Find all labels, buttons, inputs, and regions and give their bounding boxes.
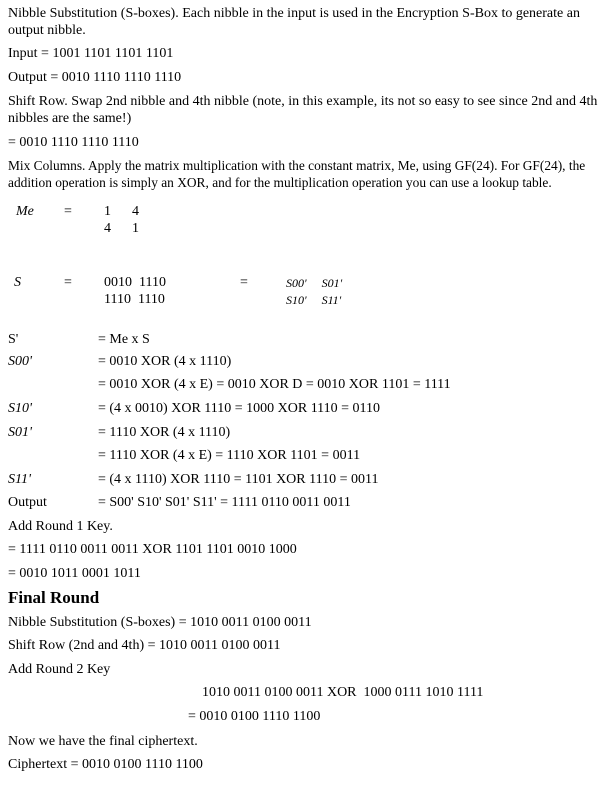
label-s00: S00': [8, 354, 32, 369]
value-s01-2: = 1110 XOR (4 x E) = 1110 XOR 1101 = 0011: [98, 448, 361, 463]
me-row-1: 1 4: [104, 204, 139, 219]
round2-xor: 1010 0011 0100 0011 XOR 1000 0111 1010 1111: [202, 685, 484, 700]
me-equals: =: [64, 204, 72, 219]
value-s10: = (4 x 0010) XOR 1110 = 1000 XOR 1110 = 0110: [98, 401, 381, 416]
value-s00-2: = 0010 XOR (4 x E) = 0010 XOR D = 0010 XOR 1101 = 1111: [98, 377, 451, 392]
shift-row-intro: Shift Row. Swap 2nd nibble and 4th nibble (note, in this example, its not so easy to see since 2nd and 4th nibbles are the same!): [8, 94, 598, 126]
round1-result: = 0010 1011 0001 1011: [8, 566, 141, 581]
final-note: Now we have the final ciphertext.: [8, 734, 198, 749]
value-s11: = (4 x 1110) XOR 1110 = 1101 XOR 1110 = 0011: [98, 472, 379, 487]
sprime-row-2: S10' S11': [286, 293, 342, 307]
final-sbox: Nibble Substitution (S-boxes) = 1010 0011 0100 0011: [8, 615, 312, 630]
label-sprime: S': [8, 332, 19, 347]
value-output: = S00' S10' S01' S11' = 1111 0110 0011 0011: [98, 495, 351, 510]
me-row-2: 4 1: [104, 221, 139, 236]
ciphertext-line: Ciphertext = 0010 0100 1110 1100: [8, 757, 203, 772]
final-round-heading: Final Round: [8, 588, 100, 607]
add-round1-heading: Add Round 1 Key.: [8, 519, 113, 534]
sprime-equals: =: [240, 275, 248, 290]
final-shift-row: Shift Row (2nd and 4th) = 1010 0011 0100 0011: [8, 638, 281, 653]
value-s00-1: = 0010 XOR (4 x 1110): [98, 354, 232, 369]
me-symbol: Me: [16, 204, 34, 219]
add-round2-heading: Add Round 2 Key: [8, 662, 111, 677]
value-s01-1: = 1110 XOR (4 x 1110): [98, 425, 231, 440]
input-line: Input = 1001 1101 1101 1101: [8, 46, 174, 61]
output-line: Output = 0010 1110 1110 1110: [8, 70, 182, 85]
s-row-2: 1110 1110: [104, 292, 165, 307]
round2-result: = 0010 0100 1110 1100: [188, 709, 321, 724]
label-s11: S11': [8, 472, 31, 487]
s-equals: =: [64, 275, 72, 290]
s-symbol: S: [14, 275, 21, 290]
shift-row-result: = 0010 1110 1110 1110: [8, 135, 139, 150]
mix-columns-intro: Mix Columns. Apply the matrix multiplication with the constant matrix, Me, using GF(24). For GF(24), the addition operation is simply an XOR, and for the multiplication operation you can use a lookup table.: [8, 158, 586, 190]
sbox-intro: Nibble Substitution (S-boxes). Each nibble in the input is used in the Encryption S-Box to generate an output nibble.: [8, 6, 580, 38]
round1-xor: = 1111 0110 0011 0011 XOR 1101 1101 0010 1000: [8, 542, 297, 557]
s-row-1: 0010 1110: [104, 275, 166, 290]
label-s10: S10': [8, 401, 32, 416]
value-sprime: = Me x S: [98, 332, 150, 347]
label-output: Output: [8, 495, 47, 510]
sprime-row-1: S00' S01': [286, 276, 343, 290]
label-s01: S01': [8, 425, 32, 440]
